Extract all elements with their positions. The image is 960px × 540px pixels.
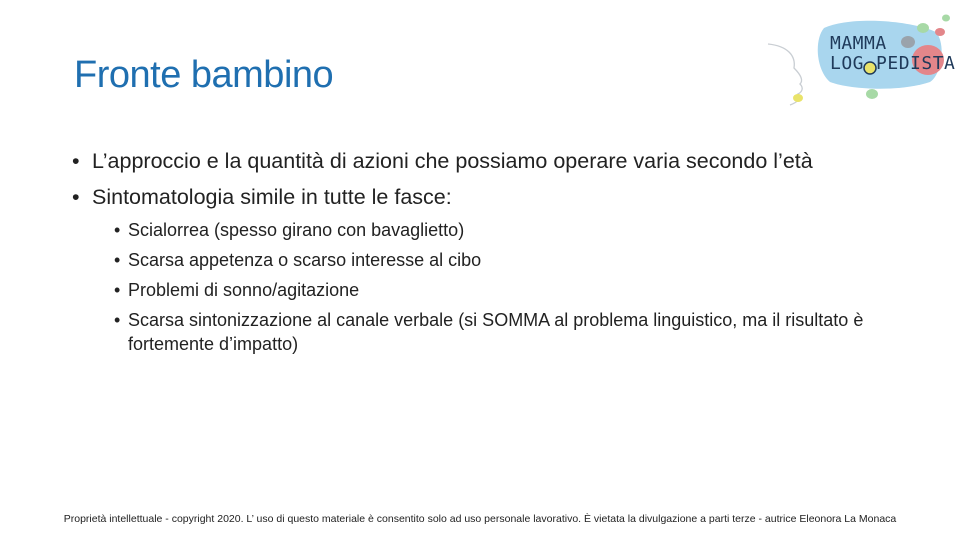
bullet-glyph: • [114, 220, 121, 240]
bullet-item [72, 184, 872, 210]
sub-bullet-text: Problemi di sonno/agitazione [128, 280, 360, 300]
sub-bullet-item [114, 308, 872, 356]
sub-bullet-item [114, 278, 872, 302]
logo-line-2a: LOG [830, 53, 865, 74]
slide-title: Fronte bambino [74, 54, 334, 96]
logo-line-2 [830, 54, 955, 74]
sub-bullet-item [114, 248, 872, 272]
sub-bullet-text: Scialorrea (spesso girano con bavaglietto) [128, 220, 465, 240]
bullet-text: L’approccio e la quantità di azioni che possiamo operare varia secondo l’età [92, 149, 813, 173]
slide-body [72, 148, 872, 362]
bullet-glyph: • [114, 250, 121, 270]
bullet-text: Sintomatologia simile in tutte le fasce: [92, 185, 452, 209]
bullet-glyph: • [114, 310, 121, 330]
mamma-logopedista-logo [760, 10, 956, 110]
bullet-glyph: • [114, 280, 121, 300]
sub-bullet-text: Scarsa appetenza o scarso interesse al cibo [128, 250, 482, 270]
logo-line-1: MAMMA [830, 33, 887, 54]
bullet-item [72, 148, 872, 174]
bullet-glyph: • [72, 149, 80, 173]
sub-bullet-text: Scarsa sintonizzazione al canale verbale (si SOMMA al problema linguistico, ma il risultato è fortemente d’impatto) [128, 310, 864, 354]
copyright-footer: Proprietà intellettuale - copyright 2020. L’ uso di questo materiale è consentito solo ad uso personale lavorativo. È vietata la divulgazione a parti terze - autrice Eleonora La Monaca [63, 513, 897, 525]
sub-bullet-item [114, 218, 872, 242]
sub-bullet-list [114, 218, 872, 356]
bullet-glyph: • [72, 185, 80, 209]
logo-line-2b: PEDISTA [876, 53, 956, 74]
